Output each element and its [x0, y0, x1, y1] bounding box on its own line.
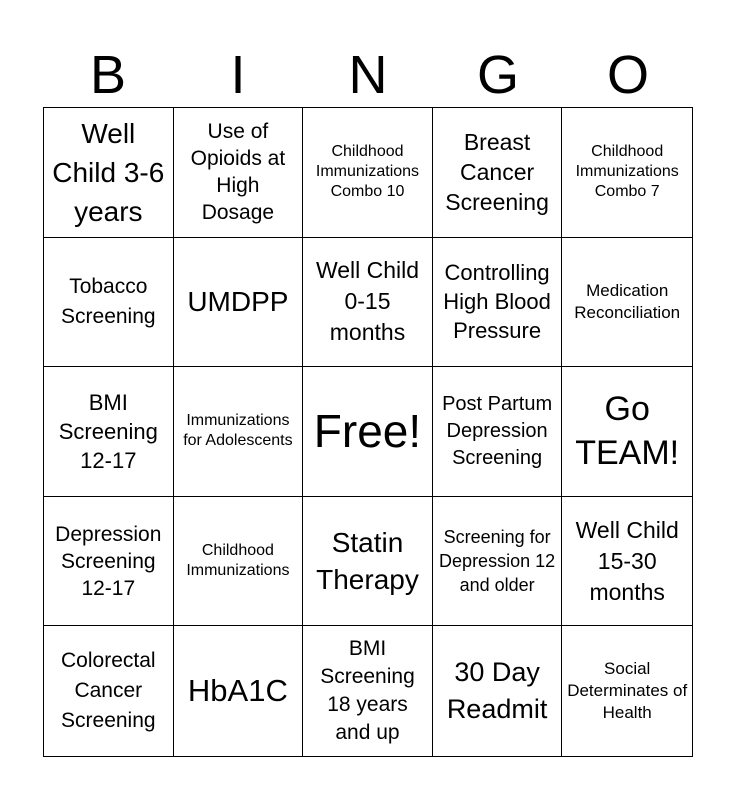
bingo-cell[interactable]: UMDPP [174, 238, 304, 368]
bingo-cell[interactable]: BMI Screening 12-17 [44, 367, 174, 497]
bingo-cell[interactable]: Immunizations for Adolescents [174, 367, 304, 497]
bingo-cell[interactable]: 30 Day Readmit [433, 626, 563, 756]
bingo-cell[interactable]: Social Determinates of Health [567, 659, 688, 723]
bingo-cell[interactable]: Well Child 15-30 months [562, 497, 692, 627]
header-letter-i: I [230, 45, 246, 105]
bingo-cell[interactable]: Screening for Depression 12 and older [433, 497, 563, 627]
bingo-cell[interactable]: Childhood Immunizations Combo 7 [562, 108, 692, 238]
bingo-cell[interactable]: Go TEAM! [562, 367, 692, 497]
bingo-cell[interactable]: Well Child 3-6 years [44, 108, 174, 238]
header-letter-b: B [89, 45, 127, 105]
header-letter-o: O [606, 45, 649, 105]
bingo-board [43, 107, 693, 757]
bingo-cell[interactable]: Medication Reconciliation [562, 238, 692, 368]
bingo-cell[interactable]: HbA1C [174, 626, 304, 756]
header-letter-n: N [348, 45, 388, 105]
bingo-cell[interactable]: BMI Screening 18 years and up [303, 626, 433, 756]
bingo-cell[interactable]: Breast Cancer Screening [433, 108, 563, 238]
header-letter-g: G [476, 45, 519, 105]
bingo-header [43, 42, 693, 108]
bingo-cell[interactable]: Controlling High Blood Pressure [433, 238, 563, 368]
bingo-cell[interactable]: Free! [303, 367, 433, 497]
bingo-cell[interactable]: Colorectal Cancer Screening [44, 626, 174, 756]
bingo-cell[interactable]: Childhood Immunizations Combo 10 [303, 108, 433, 238]
bingo-cell[interactable]: Tobacco Screening [44, 238, 174, 368]
bingo-cell[interactable]: Post Partum Depression Screening [433, 367, 563, 497]
bingo-cell[interactable]: Statin Therapy [303, 497, 433, 627]
bingo-cell[interactable]: Depression Screening 12-17 [44, 497, 174, 627]
bingo-cell[interactable]: Use of Opioids at High Dosage [174, 108, 304, 238]
bingo-cell[interactable]: Well Child 0-15 months [303, 238, 433, 368]
bingo-cell[interactable]: Childhood Immunizations [174, 497, 304, 627]
